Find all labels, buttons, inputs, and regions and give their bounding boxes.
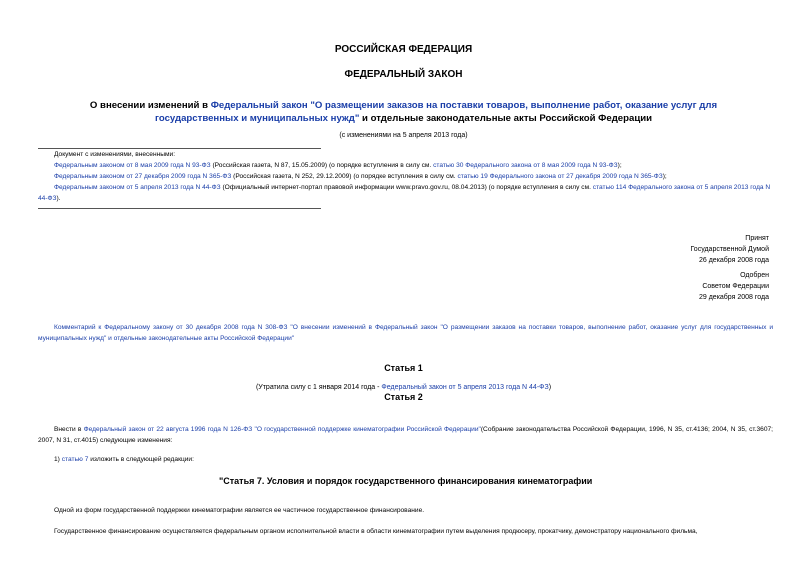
change-item-text: (Официальный интернет-портал правовой информации www.pravo.gov.ru, 08.04.2013) (о порядке вступления в силу см. [220, 184, 593, 191]
title-prefix: О внесении изменений в [89, 100, 211, 111]
item1-prefix: 1) [54, 456, 62, 463]
duma-adopted-label: Принят [745, 235, 769, 242]
change-item [38, 182, 773, 204]
change-item-end: ); [662, 173, 667, 180]
title-suffix: и отдельные законодательные акты Российской Федерации [359, 113, 653, 124]
article2-heading: Статья 2 [384, 392, 423, 402]
article2-intro-prefix: Внести в [54, 426, 84, 433]
item1-suffix: изложить в следующей редакции: [88, 456, 194, 463]
change-item-law-link[interactable]: Федеральным законом от 8 мая 2009 года N 93-ФЗ [54, 162, 211, 169]
paragraph-financing-form: Одной из форм государственной поддержки кинематографии является ее частичное государственное финансирование. [54, 507, 425, 514]
change-item-end: ); [617, 162, 622, 169]
changes-block [38, 149, 773, 204]
change-item-article-link[interactable]: статью 19 Федерального закона от 27 декабря 2009 года N 365-ФЗ [457, 173, 663, 180]
article2-item1 [54, 454, 773, 465]
article1-note-suffix: ) [548, 384, 552, 391]
article1-note-link[interactable]: Федеральный закон от 5 апреля 2013 года N 44-ФЗ [381, 384, 549, 391]
change-item [38, 171, 773, 182]
changes-intro: Документ с изменениями, внесенными: [54, 151, 176, 158]
change-item-end: ). [56, 195, 61, 202]
quoted-article-heading: "Статья 7. Условия и порядок государственного финансирования кинематографии [219, 476, 593, 486]
article2-intro [38, 424, 773, 446]
council-body-label: Советом Федерации [702, 283, 769, 290]
revision-note: (с изменениями на 5 апреля 2013 года) [339, 132, 468, 139]
duma-body-label: Государственной Думой [690, 246, 769, 253]
title-link-law[interactable]: Федеральный закон "О размещении заказов на поставки товаров, выполнение работ, оказание услуг для государственных и муниципальных нужд" [154, 100, 718, 124]
country-heading: РОССИЙСКАЯ ФЕДЕРАЦИЯ [334, 44, 473, 55]
article2-law-link[interactable]: Федеральный закон от 22 августа 1996 года N 126-ФЗ "О государственной поддержке кинематографии Российской Федерации" [83, 426, 481, 433]
commentary-paragraph [38, 322, 773, 344]
changes-bottom-divider [38, 208, 321, 209]
change-item [38, 160, 773, 171]
council-approved-label: Одобрен [740, 272, 769, 279]
commentary-link[interactable]: Комментарий к Федеральному закону от 30 декабря 2008 года N 308-ФЗ "О внесении изменений в Федеральный закон "О размещении заказов на поставки товаров, выполнение работ, оказание услуг для государственных и муниципальных нужд" и отдельные законодательные акты Российской Федерации" [38, 324, 773, 342]
change-item-law-link[interactable]: Федеральным законом от 27 декабря 2009 года N 365-ФЗ [54, 173, 232, 180]
council-date: 29 декабря 2008 года [698, 294, 769, 301]
article1-heading: Статья 1 [384, 363, 423, 373]
council-approval [699, 270, 769, 303]
duma-adoption [690, 233, 769, 266]
article1-note-prefix: (Утратила силу с 1 января 2014 года - [255, 384, 382, 391]
law-title [60, 99, 747, 125]
doc-type-heading: ФЕДЕРАЛЬНЫЙ ЗАКОН [344, 69, 463, 80]
change-item-text: (Российская газета, N 252, 29.12.2009) (о порядке вступления в силу см. [231, 173, 458, 180]
paragraph-financing-procedure: Государственное финансирование осуществляется федеральным органом исполнительной власти в области кинематографии путем выделения продюсеру, прокатчику, демонстратору национального фильма, [54, 528, 698, 535]
change-item-article-link[interactable]: статью 114 Федерального закона от 5 апреля 2013 года N 44-ФЗ [38, 184, 771, 202]
change-item-article-link[interactable]: статью 30 Федерального закона от 8 мая 2009 года N 93-ФЗ [433, 162, 618, 169]
item1-article-link[interactable]: статью 7 [61, 456, 89, 463]
change-item-text: (Российская газета, N 87, 15.05.2009) (о порядке вступления в силу см. [210, 162, 434, 169]
change-item-law-link[interactable]: Федеральным законом от 5 апреля 2013 года N 44-ФЗ [54, 184, 221, 191]
article2-intro-suffix: (Собрание законодательства Российской Федерации, 1996, N 35, ст.4136; 2004, N 35, ст.3607; 2007, N 31, ст.4015) следующие изменения: [38, 426, 773, 444]
duma-date: 26 декабря 2008 года [698, 257, 769, 264]
